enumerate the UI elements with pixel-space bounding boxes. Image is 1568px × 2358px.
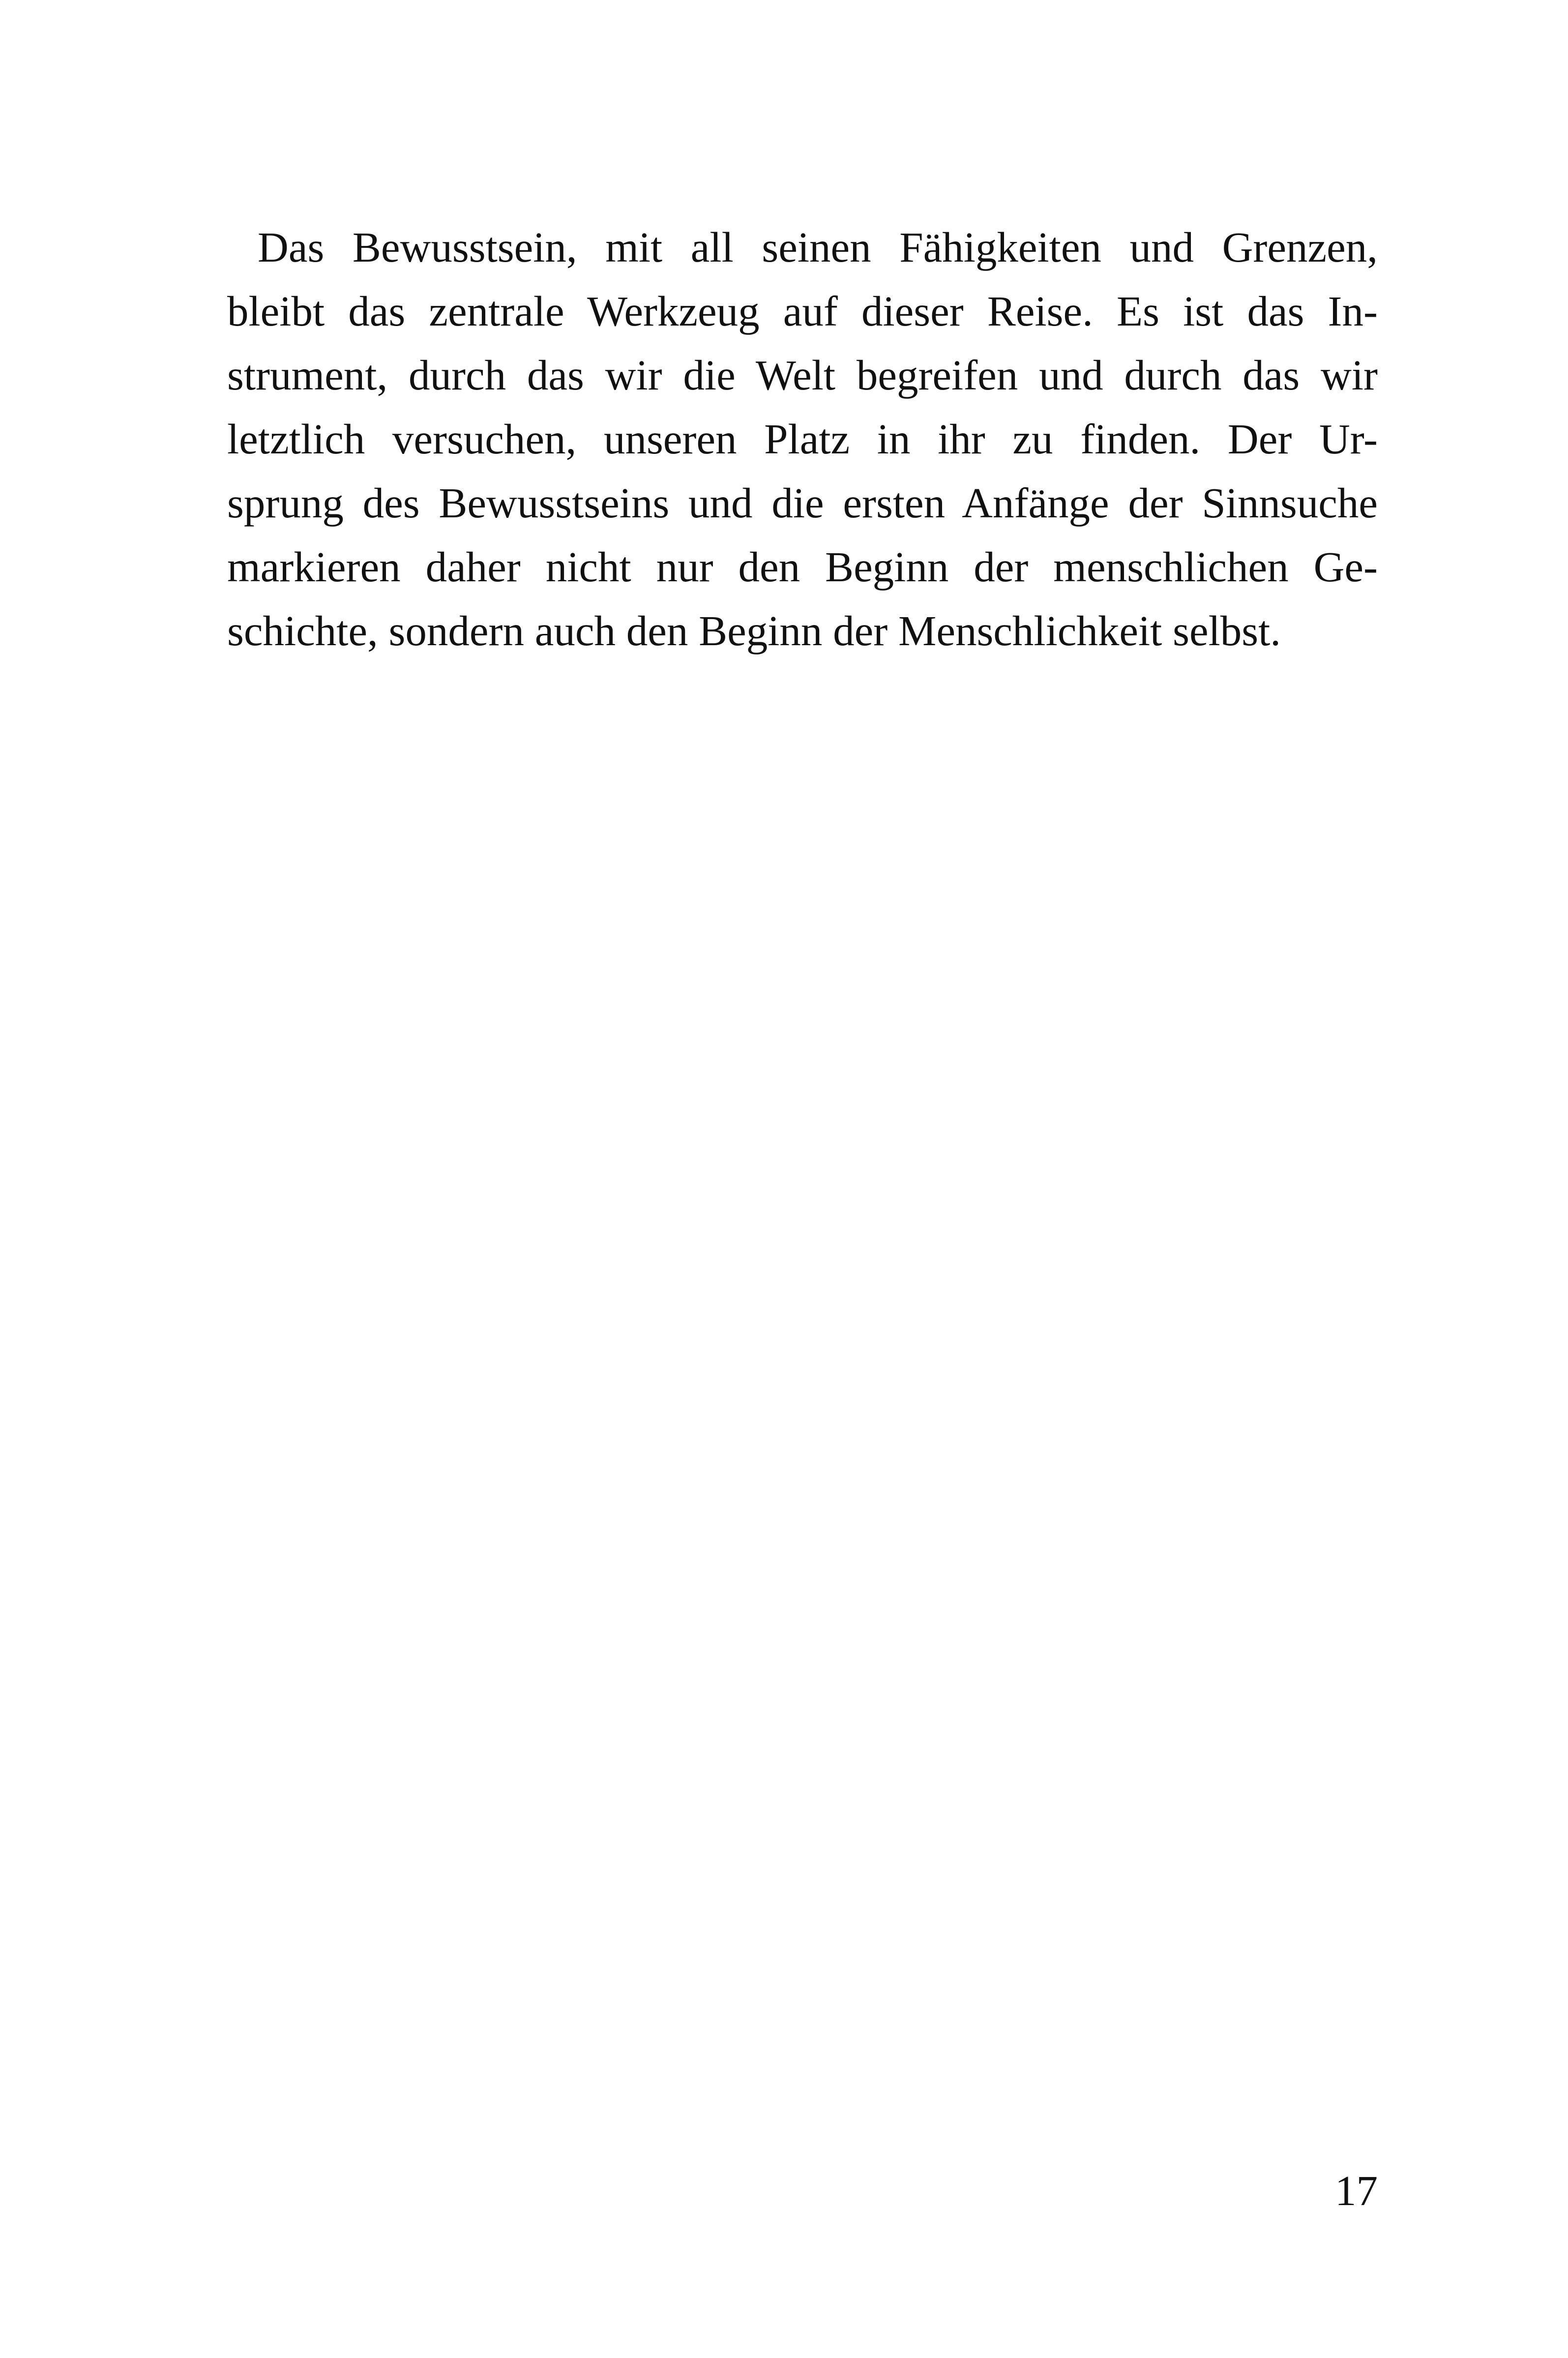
page-number: 17 xyxy=(1335,2167,1378,2214)
paragraph-line: bleibt das zentrale Werkzeug auf dieser Reise. Es ist das In- xyxy=(227,287,1378,335)
paragraph-line: strument, durch das wir die Welt begreifen und durch das wir xyxy=(227,351,1378,399)
paragraph-line: letztlich versuchen, unseren Platz in ihr zu finden. Der Ur- xyxy=(227,415,1378,463)
body-paragraph xyxy=(227,215,1378,663)
paragraph-line: schichte, sondern auch den Beginn der Menschlichkeit selbst. xyxy=(227,607,1281,655)
paragraph-line: Das Bewusstsein, mit all seinen Fähigkeiten und Grenzen, xyxy=(258,223,1378,271)
paragraph-line: markieren daher nicht nur den Beginn der menschlichen Ge- xyxy=(227,543,1378,591)
paragraph-line: sprung des Bewusstseins und die ersten Anfänge der Sinnsuche xyxy=(227,479,1378,527)
